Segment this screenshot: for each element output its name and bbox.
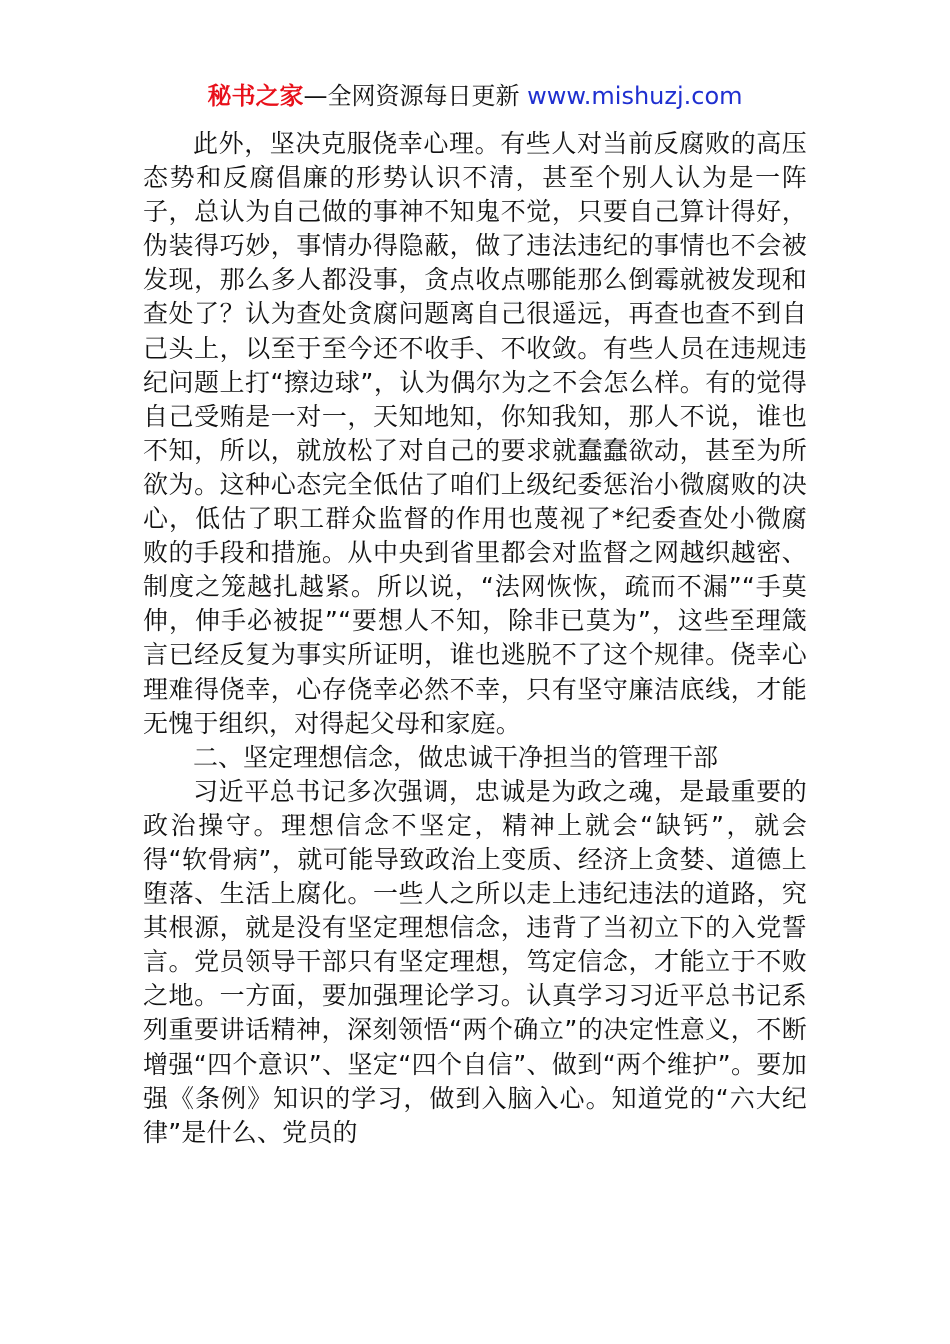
- site-brand: 秘书之家: [207, 82, 304, 110]
- site-tagline: —全网资源每日更新: [303, 82, 528, 110]
- section-heading: 二、坚定理想信念，做忠诚干净担当的管理干部: [193, 742, 719, 772]
- paragraph-luck-mentality: 此外，坚决克服侥幸心理。有些人对当前反腐败的高压态势和反腐倡廉的形势认识不清，甚至个别人认为是一阵子，总认为自己做的事神不知鬼不觉，只要自己算计得好，伪装得巧妙，事情办得隐蔽，做了违法违纪的事情也不会被发现，那么多人都没事，贪点收点哪能那么倒霉就被发现和查处了？认为查处贪腐问题离自己很遥远，再查也查不到自己头上，以至于至今还不收手、不收敛。有些人员在违规违纪问题上打“擦边球”，认为偶尔为之不会怎么样。有的觉得自己受贿是一对一，天知地知，你知我知，那人不说，谁也不知，所以，就放松了对自己的要求就蠢蠢欲动，甚至为所欲为。这种心态完全低估了咱们上级纪委惩治小微腐败的决心，低估了职工群众监督的作用也蔑视了*纪委查处小微腐败的手段和措施。从中央到省里都会对监督之网越织越密、制度之笼越扎越紧。所以说，“法网恢恢，疏而不漏”“手莫伸，伸手必被捉”“要想人不知，除非已莫为”，这些至理箴言已经反复为事实所证明，谁也逃脱不了这个规律。侥幸心理难得侥幸，心存侥幸必然不幸，只有坚守廉洁底线，才能无愧于组织，对得起父母和家庭。: [143, 129, 807, 738]
- document-body: [143, 127, 807, 1150]
- site-url-link[interactable]: www.mishuzj.com: [527, 82, 743, 110]
- paragraph-ideals-beliefs: 习近平总书记多次强调，忠诚是为政之魂，是最重要的政治操守。理想信念不坚定，精神上就会“缺钙”，就会得“软骨病”，就可能导致政治上变质、经济上贪婪、道德上堕落、生活上腐化。一些人之所以走上违纪违法的道路，究其根源，就是没有坚定理想信念，违背了当初立下的入党誓言。党员领导干部只有坚定理想，笃定信念，才能立于不败之地。一方面，要加强理论学习。认真学习习近平总书记系列重要讲话精神，深刻领悟“两个确立”的决定性意义，不断增强“四个意识”、坚定“四个自信”、做到“两个维护”。要加强《条例》知识的学习，做到入脑入心。知道党的“六大纪律”是什么、党员的: [143, 776, 807, 1147]
- site-header: [0, 80, 950, 112]
